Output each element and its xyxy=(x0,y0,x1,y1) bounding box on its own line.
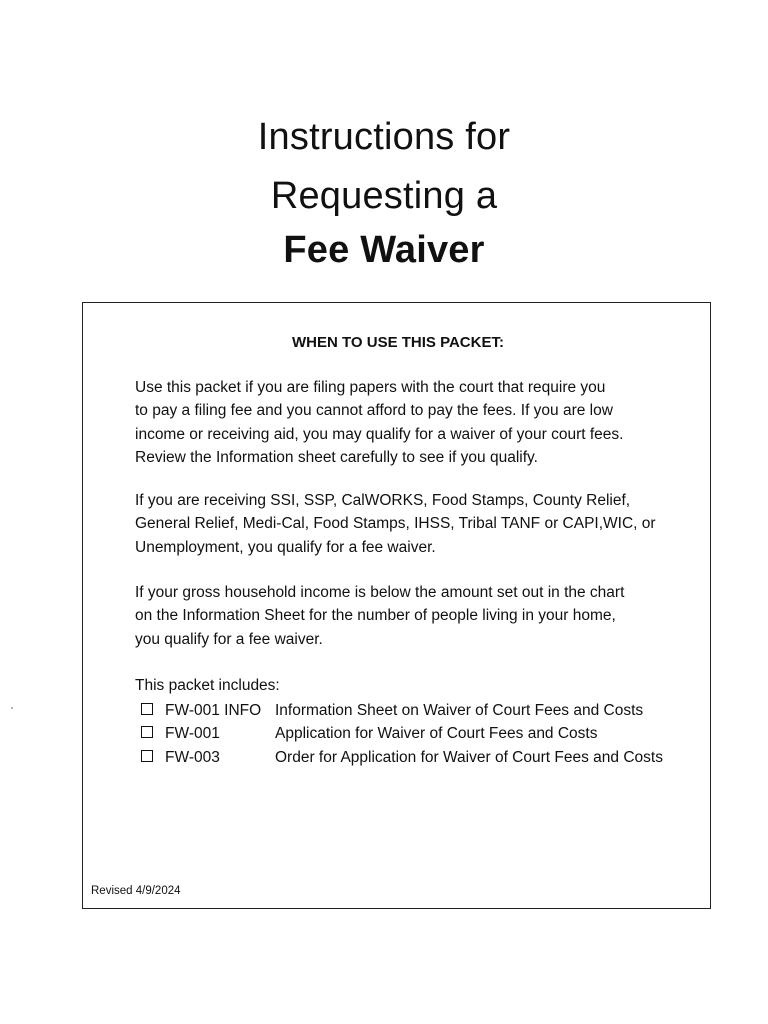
checkbox-fw001-info[interactable] xyxy=(141,703,153,715)
paragraph-line: If your gross household income is below the amount set out in the chart xyxy=(135,584,625,601)
checkbox-fw001[interactable] xyxy=(141,726,153,738)
paragraph-line: on the Information Sheet for the number of people living in your home, xyxy=(135,607,616,625)
form-code: FW-003 xyxy=(165,748,220,766)
paragraph-line: income or receiving aid, you may qualify for a waiver of your court fees. xyxy=(135,425,624,443)
packet-heading: WHEN TO USE THIS PACKET: xyxy=(292,334,504,351)
form-description: Application for Waiver of Court Fees and Costs xyxy=(275,725,598,743)
form-description: Order for Application for Waiver of Court Fees and Costs xyxy=(275,748,663,766)
paragraph-line: General Relief, Medi-Cal, Food Stamps, IHSS, Tribal TANF or CAPI,WIC, or xyxy=(135,515,656,533)
title-line-1: Instructions for xyxy=(257,116,511,158)
includes-label: This packet includes: xyxy=(135,677,280,694)
paragraph-benefits xyxy=(135,489,715,559)
form-code: FW-001 INFO xyxy=(165,702,262,719)
paragraph-when-to-use xyxy=(135,376,715,469)
title-line-2: Requesting a xyxy=(270,175,498,217)
checkbox-fw003[interactable] xyxy=(141,750,153,762)
paragraph-income xyxy=(135,581,715,651)
paragraph-line: you qualify for a fee waiver. xyxy=(135,630,323,648)
paragraph-line: Use this packet if you are filing papers with the court that require you xyxy=(135,379,606,396)
paragraph-line: If you are receiving SSI, SSP, CalWORKS, Food Stamps, County Relief, xyxy=(135,492,631,509)
paragraph-line: Review the Information sheet carefully to see if you qualify. xyxy=(135,448,538,466)
paragraph-line: to pay a filing fee and you cannot afford to pay the fees. If you are low xyxy=(135,402,613,420)
title-line-3: Fee Waiver xyxy=(283,229,485,271)
paragraph-line: Unemployment, you qualify for a fee waiver. xyxy=(135,538,436,556)
revised-date: Revised 4/9/2024 xyxy=(91,885,181,897)
form-description: Information Sheet on Waiver of Court Fees and Costs xyxy=(275,702,644,719)
form-code: FW-001 xyxy=(165,725,220,743)
scan-speck xyxy=(11,707,13,709)
